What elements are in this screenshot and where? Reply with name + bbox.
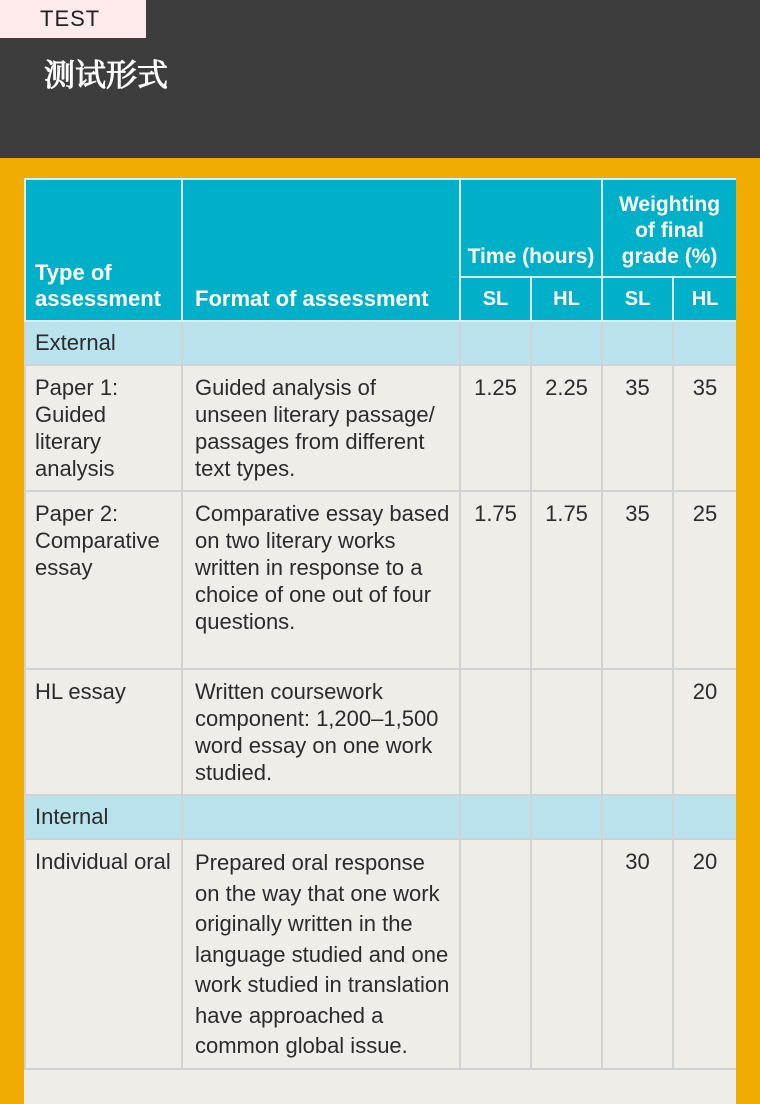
- table-row: [25, 491, 736, 669]
- table-row: [25, 839, 736, 1069]
- row-time-sl: [460, 839, 531, 1069]
- header-format-of-assessment: Format of assessment: [182, 179, 460, 321]
- header-weighting: Weighting of final grade (%): [602, 179, 736, 277]
- header-type-of-assessment: Type of assessment: [25, 179, 182, 321]
- table-row: [25, 669, 736, 795]
- row-weight-sl: 35: [602, 365, 673, 491]
- header-weight-hl: HL: [673, 277, 736, 321]
- header-time: Time (hours): [460, 179, 602, 277]
- row-weight-sl: 30: [602, 839, 673, 1069]
- page-header: [0, 0, 760, 158]
- row-weight-hl: 25: [673, 491, 736, 669]
- section-label-internal: Internal: [25, 795, 182, 839]
- row-time-hl: 2.25: [531, 365, 602, 491]
- row-weight-sl: 35: [602, 491, 673, 669]
- assessment-table-container: [24, 178, 736, 1104]
- row-weight-sl: [602, 669, 673, 795]
- row-weight-hl: 20: [673, 669, 736, 795]
- header-time-sl: SL: [460, 277, 531, 321]
- row-type: HL essay: [25, 669, 182, 795]
- row-weight-hl: 20: [673, 839, 736, 1069]
- row-weight-hl: 35: [673, 365, 736, 491]
- row-type: Paper 2: Comparative essay: [25, 491, 182, 669]
- row-format: Written coursework component: 1,200–1,500 word essay on one work studied.: [182, 669, 460, 795]
- row-time-sl: 1.25: [460, 365, 531, 491]
- row-time-hl: [531, 839, 602, 1069]
- assessment-table: [24, 178, 736, 1070]
- header-time-hl: HL: [531, 277, 602, 321]
- row-time-sl: 1.75: [460, 491, 531, 669]
- row-format: Comparative essay based on two literary works written in response to a choice of one out of four questions.: [182, 491, 460, 669]
- header-weight-sl: SL: [602, 277, 673, 321]
- section-label-external: External: [25, 321, 182, 365]
- row-time-sl: [460, 669, 531, 795]
- row-type: Paper 1: Guided literary analysis: [25, 365, 182, 491]
- test-tag: TEST: [0, 0, 146, 38]
- section-row-external: [25, 321, 736, 365]
- row-format: Prepared oral response on the way that one work originally written in the language studied and one work studied in translation have approached a common global issue.: [182, 839, 460, 1069]
- row-type: Individual oral: [25, 839, 182, 1069]
- page-title: 测试形式: [44, 58, 168, 94]
- row-time-hl: [531, 669, 602, 795]
- row-time-hl: 1.75: [531, 491, 602, 669]
- section-row-internal: [25, 795, 736, 839]
- table-row: [25, 365, 736, 491]
- row-format: Guided analysis of unseen literary passage/ passages from different text types.: [182, 365, 460, 491]
